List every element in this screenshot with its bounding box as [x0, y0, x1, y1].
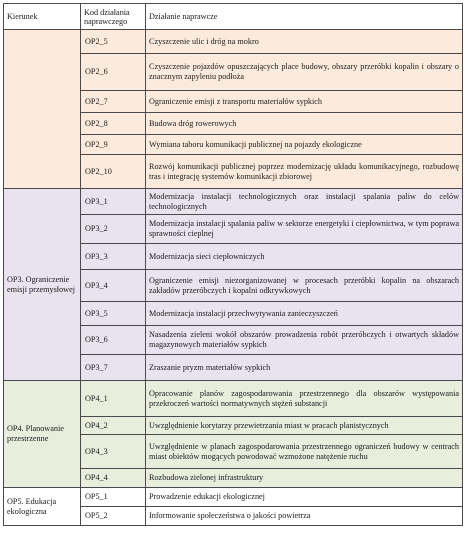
table-row: [4, 488, 463, 507]
description-cell: Modernizacja instalacji przechwytywania zanieczyszczeń: [146, 302, 463, 326]
direction-cell-op4: OP4. Planowanie przestrzenne: [4, 381, 81, 488]
table-row: [4, 381, 463, 417]
direction-cell-op3: OP3. Ograniczenie emisji przemysłowej: [4, 189, 81, 381]
code-cell: OP4_3: [81, 435, 146, 469]
description-cell: Czyszczenie ulic i dróg na mokro: [146, 30, 463, 54]
direction-cell-op2: [4, 30, 81, 189]
description-cell: Prowadzenie edukacji ekologicznej: [146, 488, 463, 507]
description-cell: Modernizacja instalacji spalania paliw w sektorze energetyki i ciepłownictwa, w tym poprawa sprawności cieplnej: [146, 215, 463, 244]
code-cell: OP5_2: [81, 507, 146, 526]
code-cell: OP2_5: [81, 30, 146, 54]
description-cell: Ograniczenie emisji niezorganizowanej w procesach przeróbki kopalin na obszarach zakładów przeróbczych i kopalni odkrywkowych: [146, 270, 463, 302]
description-cell: Uwzględnienie korytarzy przewietrzania miast w pracach planistycznych: [146, 417, 463, 435]
description-cell: Nasadzenia zieleni wokół obszarów prowadzenia robót przeróbczych i otwartych składów magazynowych materiałów sypkich: [146, 326, 463, 355]
header-kierunek: Kierunek: [4, 4, 81, 30]
description-cell: Modernizacja sieci ciepłowniczych: [146, 244, 463, 270]
code-cell: OP4_2: [81, 417, 146, 435]
description-cell: Opracowanie planów zagospodarowania przestrzennego dla obszarów występowania przekroczeń wartości normatywnych stężeń substancji: [146, 381, 463, 417]
code-cell: OP2_9: [81, 135, 146, 155]
table-row: [4, 30, 463, 54]
description-cell: Rozwój komunikacji publicznej poprzez modernizację układu komunikacyjnego, rozbudowę tras i integrację systemów komunikacji zbiorowej: [146, 155, 463, 189]
description-cell: Uwzględnienie w planach zagospodarowania przestrzennego ograniczeń budowy w centrach miast obiektów mogących powodować wzmożone natężenie ruchu: [146, 435, 463, 469]
code-cell: OP5_1: [81, 488, 146, 507]
code-cell: OP2_10: [81, 155, 146, 189]
description-cell: Rozbudowa zielonej infrastruktury: [146, 469, 463, 488]
table-row: [4, 189, 463, 215]
code-cell: OP4_1: [81, 381, 146, 417]
code-cell: OP2_6: [81, 54, 146, 91]
code-cell: OP2_7: [81, 91, 146, 113]
direction-cell-op5: OP5. Edukacja ekologiczna: [4, 488, 81, 526]
code-cell: OP2_8: [81, 113, 146, 135]
code-cell: OP3_2: [81, 215, 146, 244]
header-kod: Kod działania naprawczego: [81, 4, 146, 30]
description-cell: Modernizacja instalacji technologicznych oraz instalacji spalania paliw do celów technologicznych: [146, 189, 463, 215]
description-cell: Czyszczenie pojazdów opuszczających place budowy, obszary przeróbki kopalin i obszary o znacznym zapyleniu podłoża: [146, 54, 463, 91]
description-cell: Zraszanie pryzm materiałów sypkich: [146, 355, 463, 381]
description-cell: Wymiana taboru komunikacji publicznej na pojazdy ekologiczne: [146, 135, 463, 155]
header-dzialanie: Działanie naprawcze: [146, 4, 463, 30]
description-cell: Budowa dróg rowerowych: [146, 113, 463, 135]
description-cell: Ograniczenie emisji z transportu materiałów sypkich: [146, 91, 463, 113]
code-cell: OP3_1: [81, 189, 146, 215]
code-cell: OP3_5: [81, 302, 146, 326]
table-header-row: [4, 4, 463, 30]
remedial-actions-table: [3, 3, 463, 526]
code-cell: OP3_6: [81, 326, 146, 355]
code-cell: OP3_7: [81, 355, 146, 381]
code-cell: OP4_4: [81, 469, 146, 488]
description-cell: Informowanie społeczeństwa o jakości powietrza: [146, 507, 463, 526]
code-cell: OP3_3: [81, 244, 146, 270]
document-page: [3, 3, 463, 526]
code-cell: OP3_4: [81, 270, 146, 302]
